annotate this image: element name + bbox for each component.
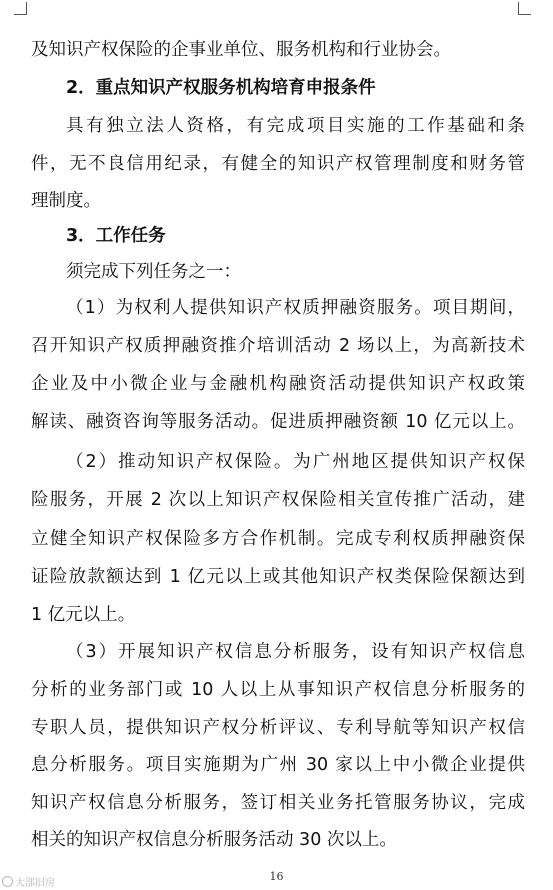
- body-line: 立健全知识产权保险多方合作机制。完成专利权质押融资保: [31, 529, 525, 549]
- page-number: 16: [269, 870, 284, 883]
- section-heading: 3．工作任务: [66, 226, 166, 246]
- body-line: 知识产权信息分析服务，签订相关业务托管服务协议，完成: [31, 793, 525, 813]
- section-heading: 2．重点知识产权服务机构培育申报条件: [66, 78, 376, 98]
- body-line: 专职人员，提供知识产权分析评议、专利导航等知识产权信: [31, 718, 525, 738]
- body-line: 及知识产权保险的企事业单位、服务机构和行业协会。: [31, 40, 451, 60]
- crop-mark-top-left: [14, 2, 27, 15]
- body-line: 理制度。: [31, 191, 101, 211]
- body-line: 件，无不良信用纪录，有健全的知识产权管理制度和财务管: [31, 154, 525, 174]
- body-line: 解读、融资咨询等服务活动。促进质押融资额 10 亿元以上。: [31, 412, 525, 432]
- body-line: 召开知识产权质押融资推介培训活动 2 场以上，为高新技术: [31, 336, 525, 356]
- body-line: 息分析服务。项目实施期为广州 30 家以上中小微企业提供: [31, 755, 525, 775]
- body-line: 证险放款额达到 1 亿元以上或其他知识产权类保险保额达到: [31, 567, 525, 587]
- body-line: （3）开展知识产权信息分析服务，设有知识产权信息: [66, 642, 525, 662]
- body-line: 分析的业务部门或 10 人以上从事知识产权信息分析服务的: [31, 680, 525, 700]
- body-line: 具有独立法人资格，有完成项目实施的工作基础和条: [66, 116, 525, 136]
- body-line: 须完成下列任务之一：: [66, 262, 241, 282]
- crop-mark-top-right: [518, 2, 531, 15]
- body-line: （1）为权利人提供知识产权质押融资服务。项目期间，: [66, 298, 525, 318]
- watermark-text: 大部旧房: [15, 878, 55, 889]
- body-line: 企业及中小微企业与金融机构融资活动提供知识产权政策: [31, 374, 525, 394]
- body-line: 险服务，开展 2 次以上知识产权保险相关宣传推广活动，建: [31, 490, 525, 510]
- body-line: 相关的知识产权信息分析服务活动 30 次以上。: [31, 830, 397, 850]
- body-line: 1 亿元以上。: [31, 605, 136, 625]
- body-line: （2）推动知识产权保险。为广州地区提供知识产权保: [66, 452, 525, 472]
